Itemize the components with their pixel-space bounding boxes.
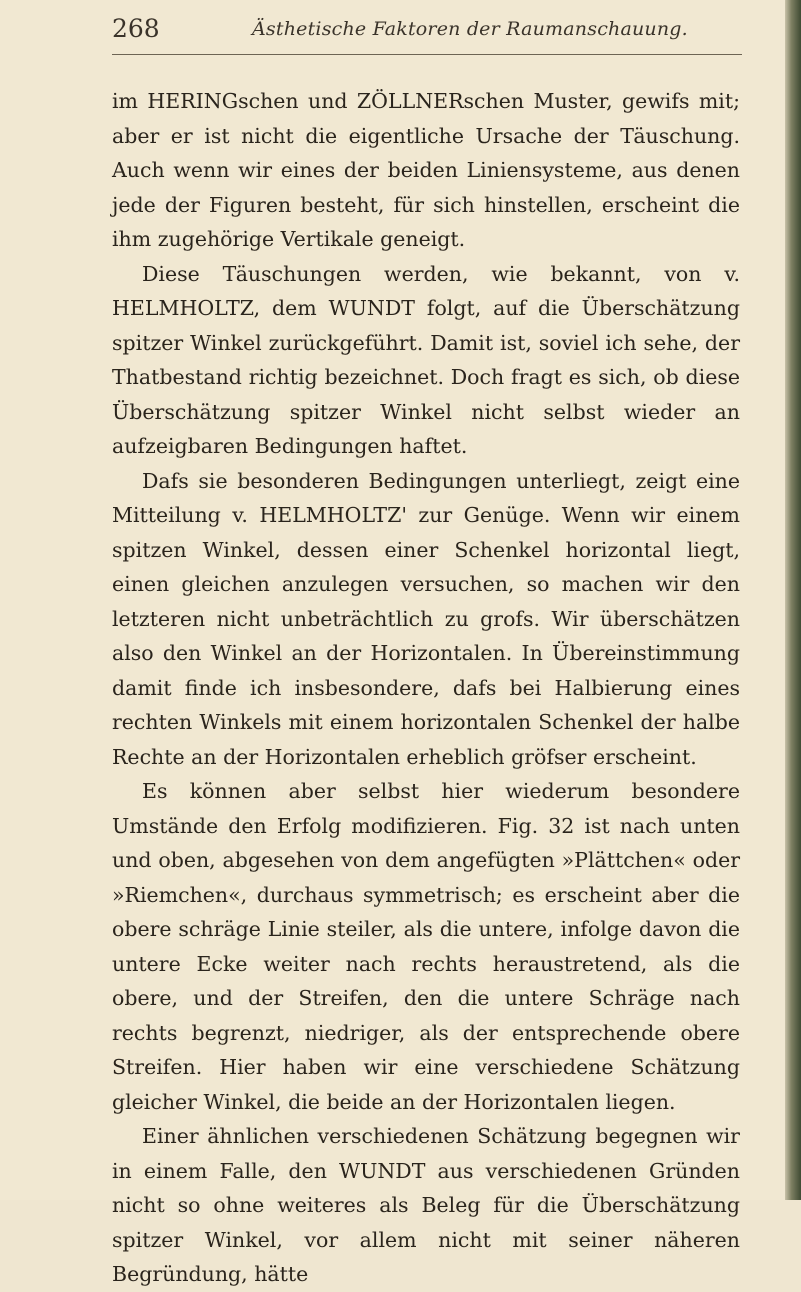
paragraph: Es können aber selbst hier wiederum besondere Umstände den Erfolg modifizieren. Fig. 32 ist nach unten und oben, abgesehen von dem angefügten »Plättchen« oder »Riemchen«, durchaus symmetrisch; es erscheint aber die obere schräge Linie steiler, als die untere, infolge davon die untere Ecke weiter nach rechts heraustretend, als die obere, und der Streifen, den die untere Schräge nach rechts begrenzt, niedriger, als der entsprechende obere Streifen. Hier haben wir eine verschiedene Schätzung gleicher Winkel, die beide an der Horizontalen liegen. xyxy=(112,779,740,1114)
body-text xyxy=(112,84,740,1292)
running-head: Ästhetische Faktoren der Raumanschauung. xyxy=(252,18,688,40)
paragraph: Dafs sie besonderen Bedingungen unterliegt, zeigt eine Mitteilung v. HELMHOLTZ' zur Genüge. Wenn wir einem spitzen Winkel, dessen einer Schenkel horizontal liegt, einen gleichen anzulegen versuchen, so machen wir den letzteren nicht unbeträchtlich zu grofs. Wir überschätzen also den Winkel an der Horizontalen. In Übereinstimmung damit finde ich insbesondere, dafs bei Halbierung eines rechten Winkels mit einem horizontalen Schenkel der halbe Rechte an der Horizontalen erheblich gröfser erscheint. xyxy=(112,468,740,769)
page-edge-shadow xyxy=(785,0,801,1200)
paragraph: Einer ähnlichen verschiedenen Schätzung begegnen wir in einem Falle, den WUNDT aus verschiedenen Gründen nicht so ohne weiteres als Beleg für die Überschätzung spitzer Winkel, vor allem nicht mit seiner näheren Begründung, hätte xyxy=(112,1124,740,1286)
header-rule xyxy=(112,54,742,55)
page-number: 268 xyxy=(112,14,160,43)
page-header xyxy=(112,14,742,48)
paragraph: im HERINGschen und ZÖLLNERschen Muster, gewifs mit; aber er ist nicht die eigentliche Ursache der Täuschung. Auch wenn wir eines der beiden Liniensysteme, aus denen jede der Figuren besteht, für sich hinstellen, erscheint die ihm zugehörige Vertikale geneigt. xyxy=(112,89,740,251)
paragraph: Diese Täuschungen werden, wie bekannt, von v. HELMHOLTZ, dem WUNDT folgt, auf die Überschätzung spitzer Winkel zurückgeführt. Damit ist, soviel ich sehe, der Thatbestand richtig bezeichnet. Doch fragt es sich, ob diese Überschätzung spitzer Winkel nicht selbst wieder an aufzeigbaren Bedingungen haftet. xyxy=(112,261,740,458)
